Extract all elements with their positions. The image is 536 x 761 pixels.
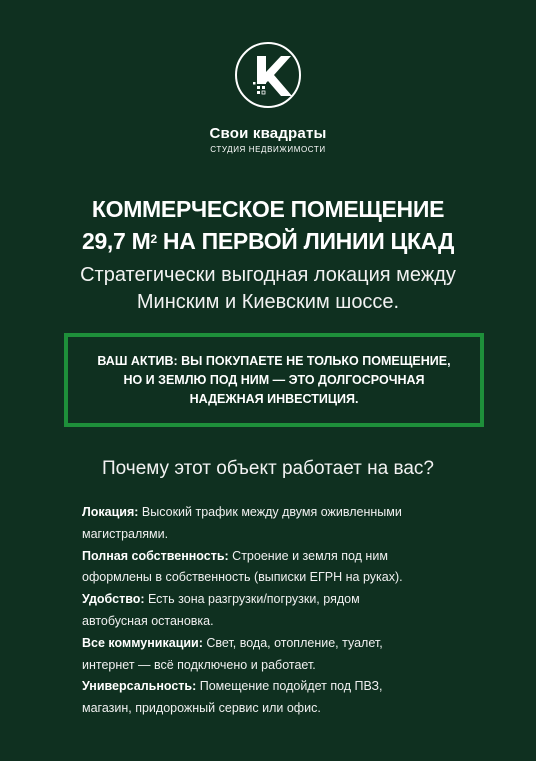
feature-item: [82, 546, 482, 590]
feature-text: Есть зона разгрузки/погрузки, рядом: [144, 592, 360, 607]
feature-text-cont: магистралями.: [82, 526, 169, 541]
brand-name: Свои квадраты: [209, 125, 327, 142]
feature-item: [82, 676, 482, 720]
brand-logo: [235, 42, 301, 108]
feature-text: Строение и земля под ним: [228, 548, 388, 563]
feature-label: Удобство:: [82, 592, 145, 607]
feature-item: [82, 589, 482, 633]
headline-area-unit-sup: 2: [150, 232, 157, 246]
callout-line-2: НО И ЗЕМЛЮ ПОД НИМ — ЭТО ДОЛГОСРОЧНАЯ: [123, 372, 425, 387]
feature-text-cont: интернет — всё подключено и работает.: [82, 657, 316, 672]
feature-text: Помещение подойдет под ПВЗ,: [196, 679, 383, 694]
brand-subtitle: СТУДИЯ НЕДВИЖИМОСТИ: [210, 145, 326, 154]
feature-label: Локация:: [82, 505, 139, 519]
callout-line-3: НАДЕЖНАЯ ИНВЕСТИЦИЯ.: [189, 391, 359, 406]
feature-text: Высокий трафик между двумя оживленными: [138, 505, 402, 519]
feature-list: [82, 502, 482, 720]
headline-location: НА ПЕРВОЙ ЛИНИИ ЦКАД: [156, 228, 455, 254]
logo-k-icon: [237, 44, 299, 106]
feature-item: [82, 633, 482, 677]
headline-area: 29,7 М: [81, 228, 151, 254]
subheadline-line-1: Стратегически выгодная локация между: [80, 264, 456, 286]
headline-line-2: [0, 225, 536, 257]
feature-label: Все коммуникации:: [82, 635, 203, 650]
feature-text-cont: магазин, придорожный сервис или офис.: [82, 701, 321, 716]
headline: [0, 193, 536, 257]
callout-line-1: ВАШ АКТИВ: ВЫ ПОКУПАЕТЕ НЕ ТОЛЬКО ПОМЕЩЕНИЕ,: [97, 353, 451, 368]
why-title: Почему этот объект работает на вас?: [102, 458, 434, 479]
feature-label: Полная собственность:: [82, 548, 229, 563]
feature-text-cont: автобусная остановка.: [82, 613, 214, 628]
feature-item: [82, 502, 482, 546]
headline-line-1: КОММЕРЧЕСКОЕ ПОМЕЩЕНИЕ: [91, 196, 445, 222]
subheadline: [0, 262, 536, 316]
asset-callout-box: [64, 333, 484, 427]
feature-text-cont: оформлены в собственность (выписки ЕГРН на руках).: [82, 570, 403, 585]
subheadline-line-2: Минским и Киевским шоссе.: [136, 291, 400, 313]
feature-text: Свет, вода, отопление, туалет,: [202, 635, 383, 650]
callout-text: [97, 352, 450, 409]
feature-label: Универсальность:: [82, 679, 197, 694]
